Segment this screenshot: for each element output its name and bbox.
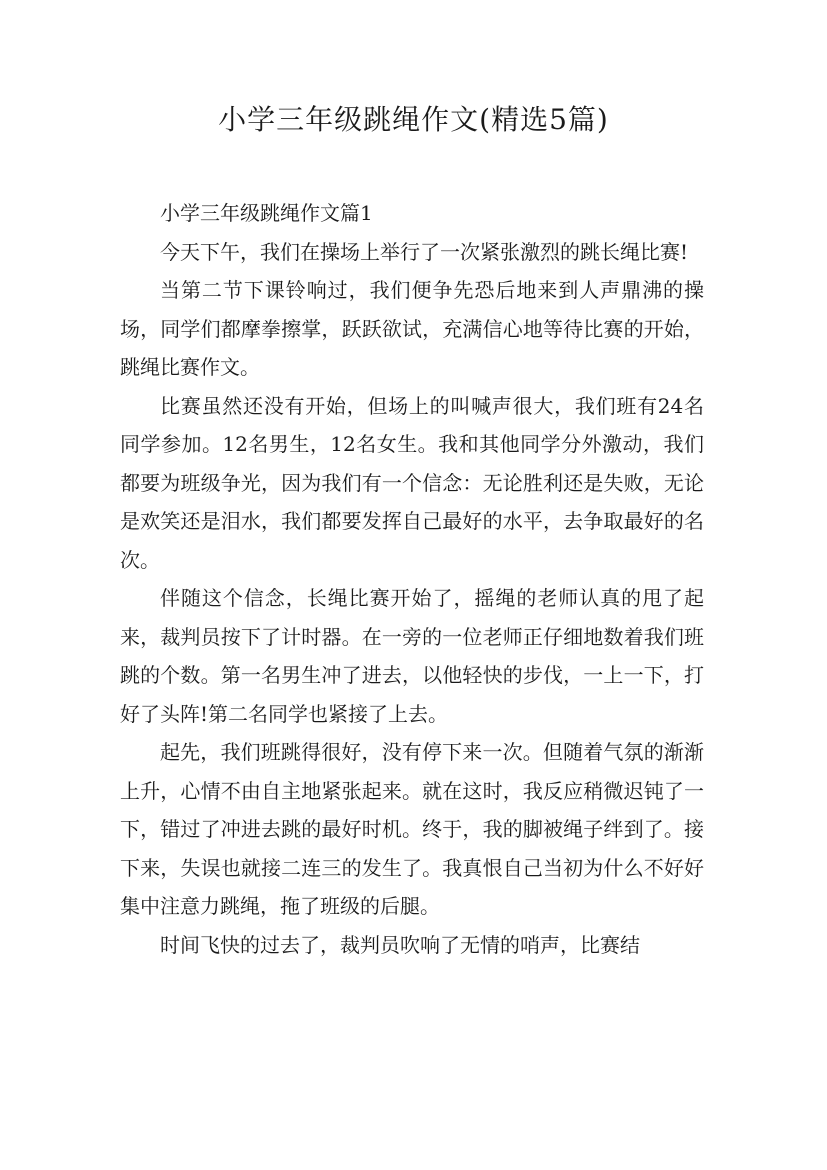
paragraph: 比赛虽然还没有开始，但场上的叫喊声很大，我们班有24名同学参加。12名男生，12名女生。我和其他同学分外激动，我们都要为班级争光，因为我们有一个信念：无论胜利还是失败，无论是欢笑还是泪水，我们都要发挥自己最好的水平，去争取最好的名次。 — [120, 393, 704, 572]
paragraph: 今天下午，我们在操场上举行了一次紧张激烈的跳长绳比赛! — [160, 239, 689, 264]
paragraph: 起先，我们班跳得很好，没有停下来一次。但随着气氛的渐渐上升，心情不由自主地紧张起来。就在这时，我反应稍微迟钝了一下，错过了冲进去跳的最好时机。终于，我的脚被绳子绊到了。接下来，失误也就接二连三的发生了。我真恨自己当初为什么不好好集中注意力跳绳，拖了班级的后腿。 — [120, 740, 704, 918]
paragraph: 时间飞快的过去了，裁判员吹响了无情的哨声，比赛结 — [160, 932, 640, 957]
paragraph: 伴随这个信念，长绳比赛开始了，摇绳的老师认真的甩了起来，裁判员按下了计时器。在一旁的一位老师正仔细地数着我们班跳的个数。第一名男生冲了进去，以他轻快的步伐，一上一下，打好了头阵!第二名同学也紧接了上去。 — [120, 586, 704, 726]
section-heading: 小学三年级跳绳作文篇1 — [160, 201, 373, 225]
document-body — [120, 194, 704, 964]
paragraph: 当第二节下课铃响过，我们便争先恐后地来到人声鼎沸的操场，同学们都摩拳擦掌，跃跃欲试，充满信心地等待比赛的开始，跳绳比赛作文。 — [120, 278, 704, 379]
document-title: 小学三年级跳绳作文(精选5篇) — [218, 103, 609, 136]
